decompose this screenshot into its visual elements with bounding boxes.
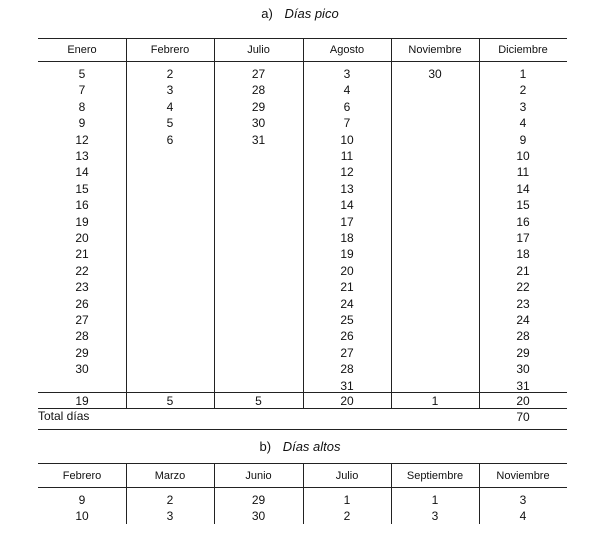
table-cell: 12: [75, 132, 89, 147]
table-cell: 28: [75, 329, 89, 344]
column-total: 19: [75, 394, 89, 408]
table-cell: 30: [251, 509, 266, 524]
table-cell: 10: [340, 132, 354, 147]
table-cell: 25: [340, 313, 354, 327]
table-cell: 8: [78, 99, 86, 114]
table-cell: 3: [431, 509, 439, 524]
table-cell: 6: [166, 132, 174, 147]
table-cell: 23: [516, 296, 530, 311]
table-cell: 27: [75, 313, 89, 327]
table-cell: 3: [343, 67, 351, 81]
table-cell: 17: [516, 231, 530, 245]
table-cell: 2: [519, 83, 527, 98]
table-cell: 3: [166, 509, 174, 524]
table-cell: 1: [519, 67, 527, 81]
table-cell: 2: [166, 67, 174, 81]
table-cell: 29: [251, 493, 266, 507]
table-cell: 16: [75, 198, 89, 213]
table-cell: 4: [519, 116, 527, 131]
table-cell: 15: [516, 198, 530, 213]
table-cell: 1: [343, 493, 351, 507]
table-cell: 11: [340, 149, 354, 163]
table-cell: 10: [75, 509, 89, 524]
section-b-name: Días altos: [282, 439, 341, 454]
total-days-label: Total días: [38, 409, 90, 423]
table-cell: 30: [428, 67, 442, 81]
table-cell: 4: [519, 509, 527, 524]
table-cell: 12: [340, 165, 354, 180]
table-cell: 31: [340, 378, 354, 393]
table-cell: 9: [78, 493, 86, 507]
table-cell: 14: [516, 181, 530, 196]
table-cell: 19: [340, 247, 354, 262]
column-divider: [391, 38, 392, 408]
table-cell: 26: [340, 329, 354, 344]
table-cell: 2: [166, 493, 174, 507]
table-cell: 24: [340, 296, 354, 311]
table-cell: 20: [340, 263, 354, 278]
table-cell: 3: [519, 99, 527, 114]
table-cell: 17: [340, 214, 354, 229]
column-header: Noviembre: [496, 470, 550, 482]
table-cell: 27: [251, 67, 266, 81]
column-header: Noviembre: [408, 44, 462, 56]
table-cell: 22: [516, 280, 530, 295]
table-cell: 20: [75, 231, 89, 245]
column-header: Diciembre: [498, 44, 548, 56]
table-cell: 26: [75, 296, 89, 311]
column-header: Septiembre: [406, 470, 464, 482]
table-cell: 6: [343, 99, 351, 114]
section-b-title: [0, 439, 600, 454]
table-cell: 3: [519, 493, 527, 507]
table-cell: 3: [166, 83, 174, 98]
table-cell: 18: [340, 231, 354, 245]
table-cell: 18: [516, 247, 530, 262]
table-cell: 13: [75, 149, 89, 163]
section-a-title: [0, 6, 600, 21]
table-cell: 24: [516, 313, 530, 327]
column-header: Julio: [335, 470, 359, 482]
section-b-label: b): [259, 439, 272, 454]
table-cell: 22: [75, 263, 89, 278]
table-cell: 29: [75, 345, 89, 360]
table-cell: 1: [431, 493, 439, 507]
table-cell: 7: [78, 83, 86, 98]
column-header: Febrero: [150, 44, 190, 56]
table-rule: [38, 429, 567, 430]
table-cell: 16: [516, 214, 530, 229]
table-cell: 21: [516, 263, 530, 278]
table-cell: 29: [516, 345, 530, 360]
column-total: 5: [255, 394, 262, 408]
table-cell: 28: [251, 83, 266, 98]
column-total: 20: [340, 394, 354, 408]
table-cell: 31: [516, 378, 530, 393]
table-cell: 30: [251, 116, 266, 131]
table-cell: 4: [343, 83, 351, 98]
table-cell: 19: [75, 214, 89, 229]
table-cell: 21: [340, 280, 354, 295]
table-cell: 5: [78, 67, 86, 81]
table-cell: 2: [343, 509, 351, 524]
table-cell: 5: [166, 116, 174, 131]
table-cell: 15: [75, 181, 89, 196]
column-header: Julio: [247, 44, 270, 56]
table-cell: 4: [166, 99, 174, 114]
table-cell: 10: [516, 149, 530, 163]
table-cell: 30: [516, 362, 530, 377]
table-cell: 14: [340, 198, 354, 213]
table-cell: 11: [516, 165, 530, 180]
table-cell: 23: [75, 280, 89, 295]
column-header: Junio: [245, 470, 272, 482]
column-header: Marzo: [154, 470, 186, 482]
table-cell: 29: [251, 99, 266, 114]
table-cell: 14: [75, 165, 89, 180]
column-header: Enero: [67, 44, 97, 56]
table-cell: 9: [519, 132, 527, 147]
column-total: 20: [516, 394, 530, 408]
column-header: Febrero: [62, 470, 102, 482]
table-cell: 30: [75, 362, 89, 377]
table-cell: 28: [516, 329, 530, 344]
total-days-value: 70: [516, 410, 530, 424]
column-header: Agosto: [329, 44, 365, 56]
table-cell: 21: [75, 247, 89, 262]
section-a-name: Días pico: [284, 6, 339, 21]
section-a-label: a): [261, 6, 273, 21]
table-cell: 27: [340, 345, 354, 360]
table-cell: 9: [78, 116, 86, 131]
table-cell: 28: [340, 362, 354, 377]
column-total: 1: [431, 394, 439, 408]
table-cell: 31: [251, 132, 266, 147]
column-total: 5: [166, 394, 174, 408]
table-cell: 7: [343, 116, 351, 131]
table-cell: 13: [340, 181, 354, 196]
